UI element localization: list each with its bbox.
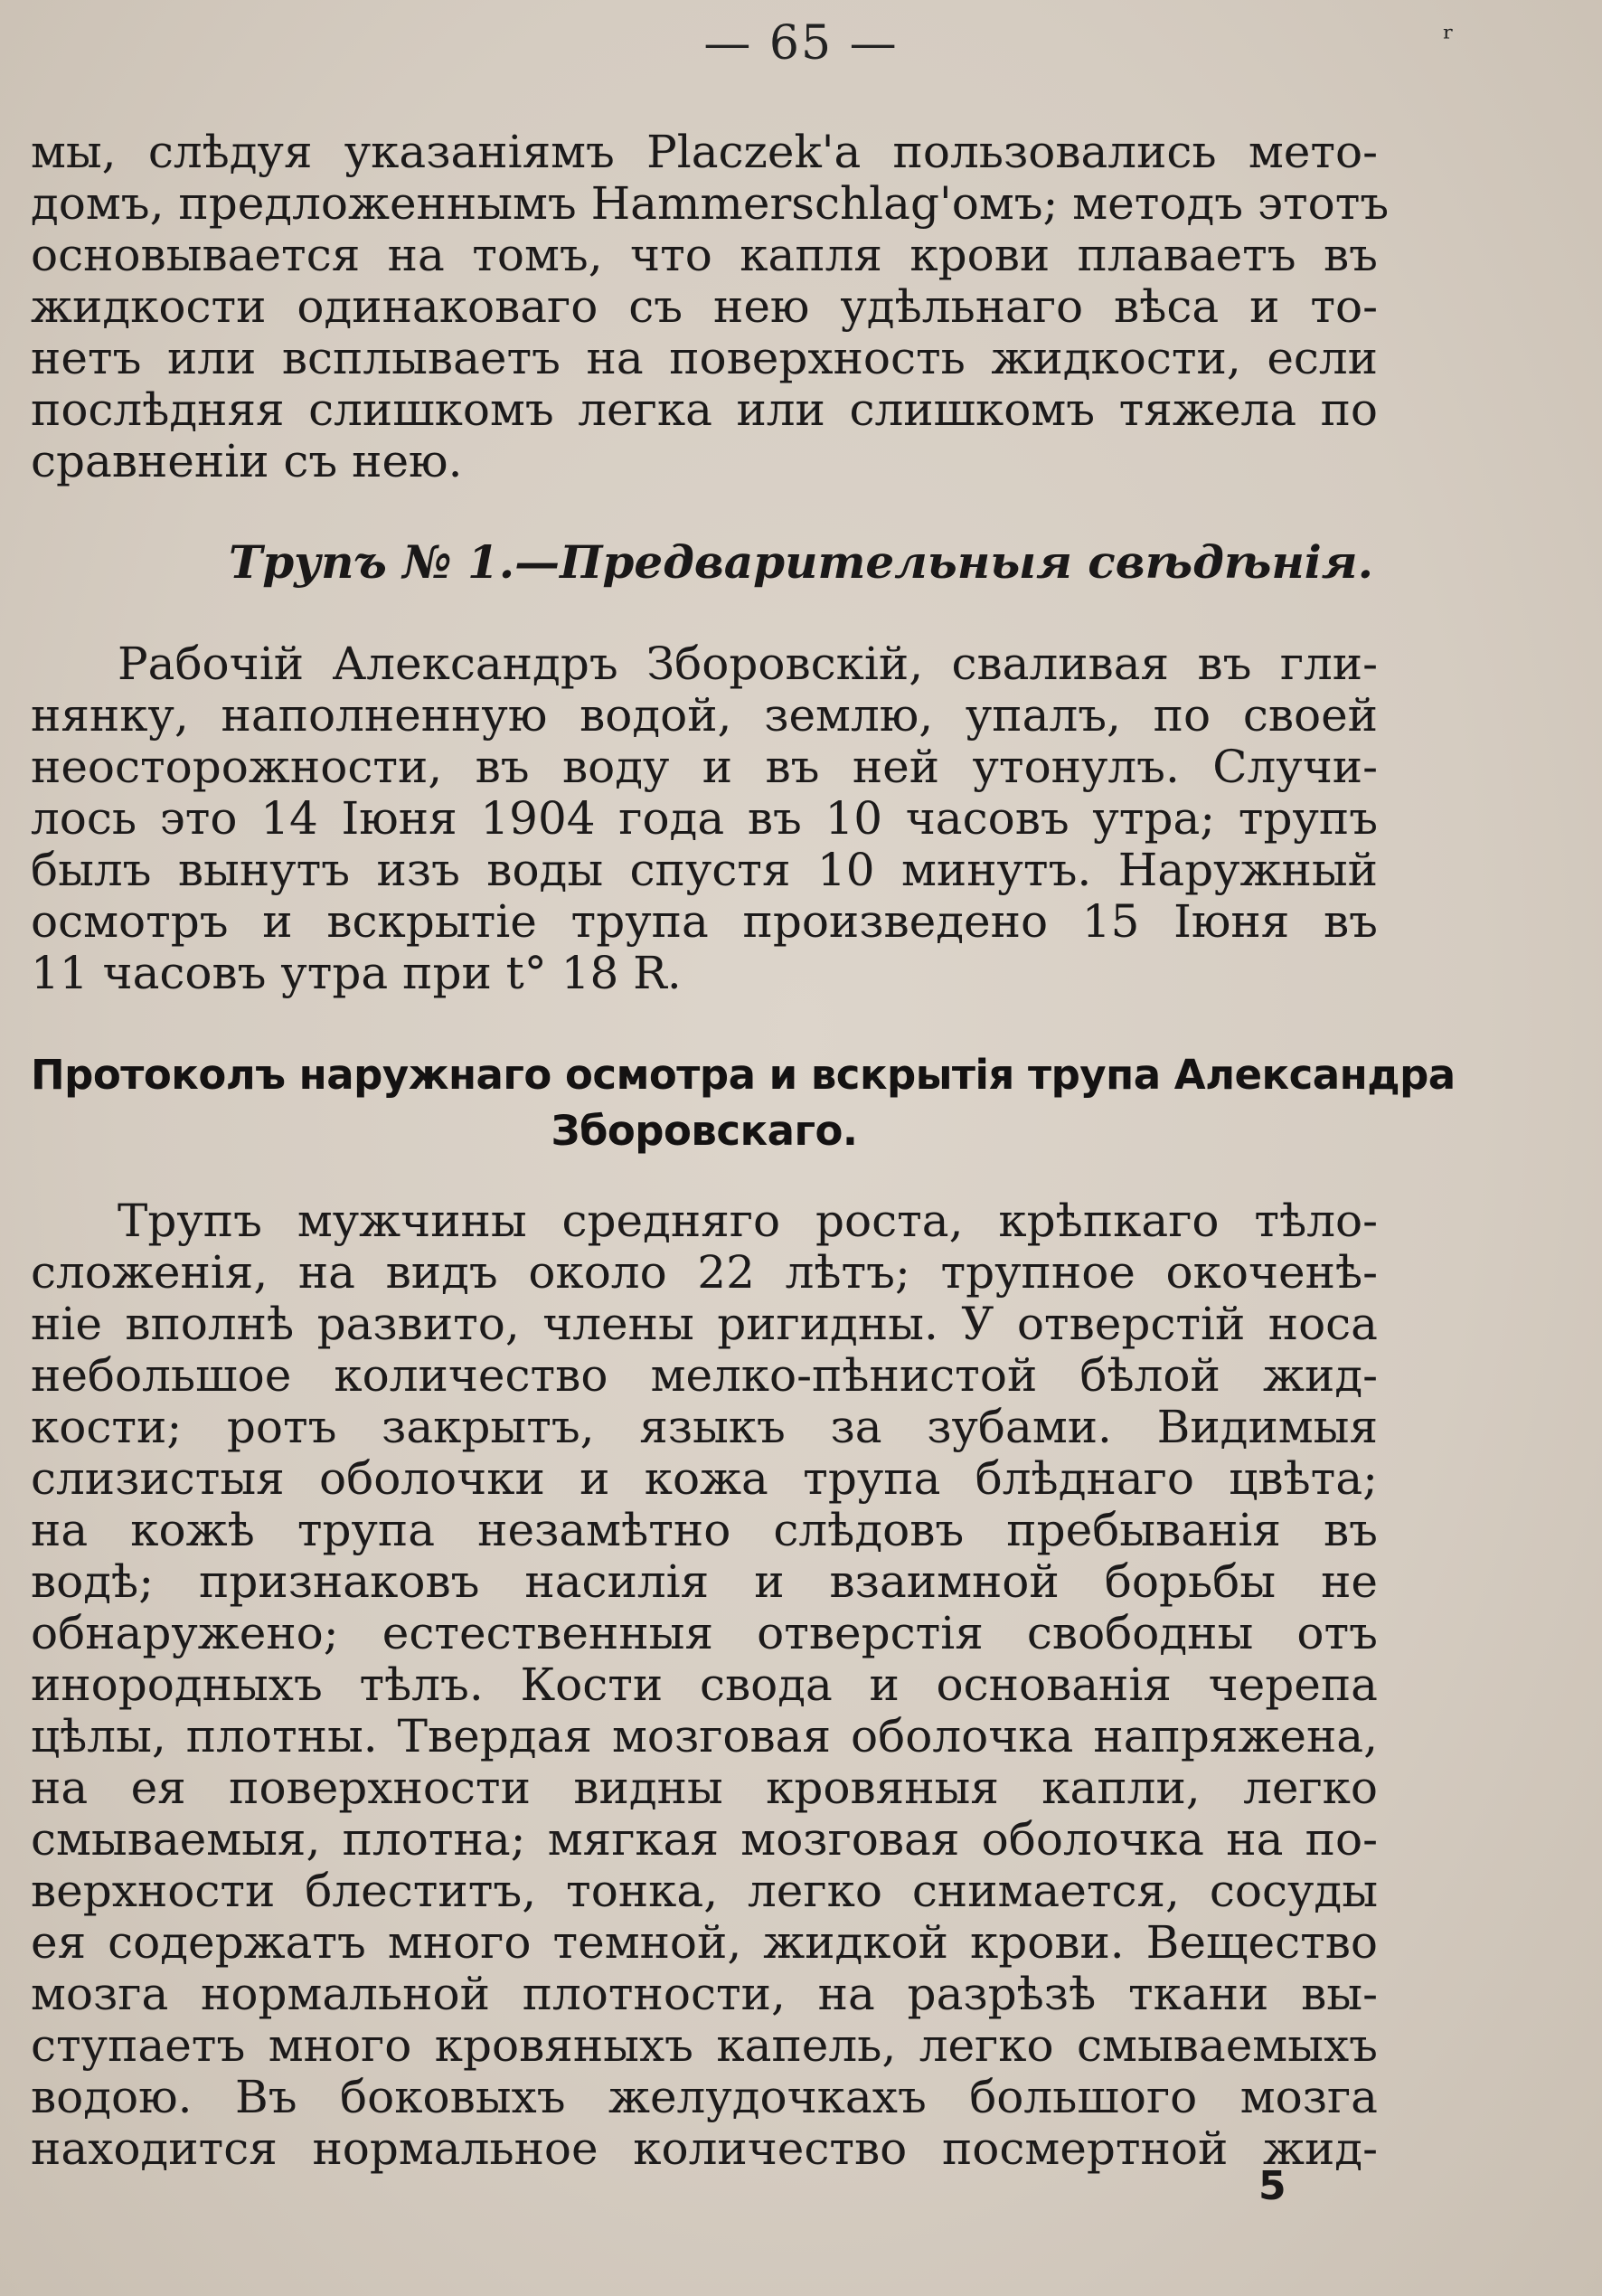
text-line: сравненіи съ нею. (31, 435, 463, 487)
text-line: лось это 14 Іюня 1904 года въ 10 часовъ утра; трупъ (31, 792, 1378, 845)
text-line: водою. Въ боковыхъ желудочкахъ большого мозга (31, 2071, 1378, 2123)
paragraph-method (31, 126, 1390, 487)
text-line: былъ вынутъ изъ воды спустя 10 минутъ. Наружный (31, 844, 1378, 896)
text-line: кости; ротъ закрытъ, языкъ за зубами. Видимыя (31, 1401, 1378, 1453)
text-line: ея содержатъ много темной, жидкой крови. Вещество (31, 1916, 1378, 1969)
section-title: Трупъ № 1.—Предварительныя свѣдѣнія. (229, 535, 1373, 589)
protocol-heading (31, 1047, 1456, 1159)
protocol-heading-line: Протоколъ наружнаго осмотра и вскрытія трупа Александра (31, 1051, 1456, 1099)
text-line: осмотръ и вскрытіе трупа произведено 15 Іюня въ (31, 895, 1378, 948)
text-line: слизистыя оболочки и кожа трупа блѣднаго цвѣта; (31, 1452, 1378, 1505)
protocol-heading-line: Зборовскаго. (551, 1107, 858, 1155)
text-line: мозга нормальной плотности, на разрѣзѣ ткани вы- (31, 1968, 1378, 2020)
text-line: ніе вполнѣ развито, члены ригидны. У отверстій носа (31, 1298, 1378, 1350)
text-line: небольшое количество мелко-пѣнистой бѣлой жид- (31, 1349, 1378, 1402)
text-line: послѣдняя слишкомъ легка или слишкомъ тяжела по (31, 383, 1378, 436)
text-line: 11 часовъ утра при t° 18 R. (31, 947, 682, 999)
text-line: основывается на томъ, что капля крови плаваетъ въ (31, 229, 1378, 281)
text-line: верхности блеститъ, тонка, легко снимается, сосуды (31, 1865, 1378, 1917)
text-line: инородныхъ тѣлъ. Кости свода и основанія черепа (31, 1658, 1378, 1711)
text-line: домъ, предложеннымъ Hammerschlag'омъ; методъ этотъ (31, 177, 1390, 230)
text-line: Трупъ мужчины средняго роста, крѣпкаго тѣло- (118, 1195, 1378, 1247)
page-number: — 65 — (703, 16, 899, 71)
text-line: на ея поверхности видны кровяныя капли, легко (31, 1762, 1378, 1814)
text-line: цѣлы, плотны. Твердая мозговая оболочка напряжена, (31, 1710, 1378, 1762)
text-line: жидкости одинаковаго съ нею удѣльнаго вѣса и то- (31, 280, 1378, 333)
paragraph-autopsy (31, 1195, 1378, 2175)
corner-mark-icon: ʳ (1443, 20, 1455, 57)
text-line: нетъ или всплываетъ на поверхность жидкости, если (31, 332, 1378, 384)
paragraph-preliminary-info (31, 638, 1378, 999)
signature-mark: 5 (1258, 2163, 1286, 2209)
text-line: сложенія, на видъ около 22 лѣтъ; трупное окоченѣ- (31, 1246, 1378, 1299)
text-line: водѣ; признаковъ насилія и взаимной борьбы не (31, 1555, 1378, 1608)
text-line: нянку, наполненную водой, землю, упалъ, по своей (31, 689, 1378, 742)
text-line: смываемыя, плотна; мягкая мозговая оболочка на по- (31, 1813, 1378, 1866)
text-line: обнаружено; естественныя отверстія свободны отъ (31, 1607, 1378, 1659)
text-line: мы, слѣдуя указаніямъ Placzek'а пользовались мето- (31, 126, 1378, 178)
text-line: находится нормальное количество посмертной жид- (31, 2122, 1378, 2175)
text-line: неосторожности, въ воду и въ ней утонулъ. Случи- (31, 741, 1378, 793)
text-line: Рабочій Александръ Зборовскій, сваливая въ гли- (118, 638, 1378, 690)
text-line: ступаетъ много кровяныхъ капель, легко смываемыхъ (31, 2019, 1378, 2072)
text-line: на кожѣ трупа незамѣтно слѣдовъ пребыванія въ (31, 1504, 1378, 1556)
